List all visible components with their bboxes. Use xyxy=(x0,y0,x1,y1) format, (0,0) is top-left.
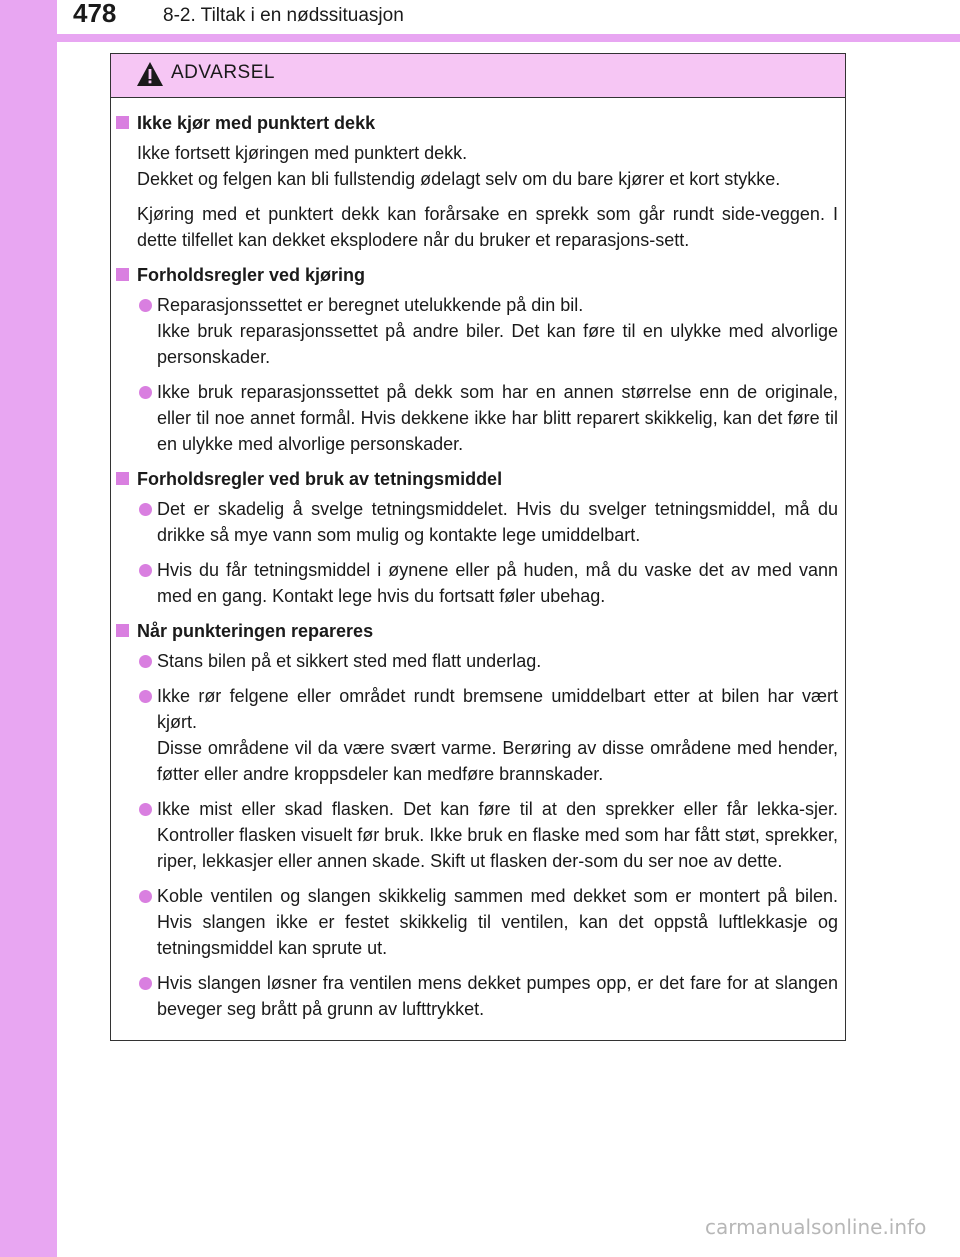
bullet-item xyxy=(111,648,847,674)
bullet-text: Reparasjonssettet er beregnet utelukkende på din bil. xyxy=(157,295,584,315)
bullet-text: Det er skadelig å svelge tetningsmiddelet. Hvis du svelger tetningsmiddel, må du drikke så mye vann som mulig og kontakte lege umiddelbart. xyxy=(157,499,838,545)
warning-box xyxy=(110,53,846,1041)
section-heading-text: Ikke kjør med punktert dekk xyxy=(137,113,376,133)
warning-section xyxy=(111,110,847,253)
square-bullet-icon xyxy=(116,472,129,485)
section-heading-text: Når punkteringen repareres xyxy=(137,621,374,641)
side-accent-strip xyxy=(0,0,57,1257)
bullet-text: Disse områdene vil da være svært varme. Berøring av disse områdene med hender, føtter eller andre kroppsdeler kan medføre brannskader. xyxy=(157,738,838,784)
square-bullet-icon xyxy=(116,268,129,281)
bullet-item xyxy=(111,557,847,609)
round-bullet-icon xyxy=(139,655,152,668)
warning-title: ADVARSEL xyxy=(171,62,275,83)
round-bullet-icon xyxy=(139,890,152,903)
section-heading xyxy=(111,466,847,492)
bullet-text: Ikke bruk reparasjonssettet på dekk som har en annen størrelse enn de originale, eller til noe annet formål. Hvis dekkene ikke har blitt reparert skikkelig, kan det føre til en ulykke med alvorlige personskader. xyxy=(157,382,838,454)
square-bullet-icon xyxy=(116,624,129,637)
bullet-item xyxy=(111,683,847,787)
warning-section xyxy=(111,618,847,1022)
warning-triangle-icon xyxy=(136,61,164,87)
bullet-text: Ikke mist eller skad flasken. Det kan føre til at den sprekker eller får lekka-sjer. Kontroller flasken visuelt før bruk. Ikke bruk en flaske med som har fått støt, sprekker, riper, lekkasjer eller annen skade. Skift ut flasken der-som du ser noe av dette. xyxy=(157,799,838,871)
bullet-item xyxy=(111,970,847,1022)
header-rule xyxy=(57,34,960,42)
page-number: 478 xyxy=(73,0,117,28)
round-bullet-icon xyxy=(139,386,152,399)
bullet-item xyxy=(111,379,847,457)
warning-section xyxy=(111,466,847,609)
round-bullet-icon xyxy=(139,690,152,703)
bullet-text: Stans bilen på et sikkert sted med flatt underlag. xyxy=(157,651,542,671)
warning-header xyxy=(111,54,845,98)
section-title: 8-2. Tiltak i en nødssituasjon xyxy=(163,5,404,26)
paragraph-text: Kjøring med et punktert dekk kan forårsake en sprekk som går rundt side-veggen. I dette tilfellet kan dekket eksplodere når du bruker et reparasjons-sett. xyxy=(137,204,838,250)
square-bullet-icon xyxy=(116,116,129,129)
round-bullet-icon xyxy=(139,977,152,990)
bullet-text: Ikke bruk reparasjonssettet på andre biler. Det kan føre til en ulykke med alvorlige personskader. xyxy=(157,321,838,367)
section-heading xyxy=(111,110,847,136)
round-bullet-icon xyxy=(139,564,152,577)
paragraph xyxy=(111,201,847,253)
section-heading-text: Forholdsregler ved kjøring xyxy=(137,265,366,285)
warning-content xyxy=(111,110,847,1031)
footer-watermark: carmanualsonline.info xyxy=(705,1215,927,1239)
bullet-item xyxy=(111,496,847,548)
section-heading xyxy=(111,262,847,288)
section-heading-text: Forholdsregler ved bruk av tetningsmiddel xyxy=(137,469,503,489)
bullet-text: Hvis du får tetningsmiddel i øynene eller på huden, må du vaske det av med vann med en gang. Kontakt lege hvis du fortsatt føler ubehag. xyxy=(157,560,838,606)
bullet-item xyxy=(111,292,847,370)
bullet-text: Ikke rør felgene eller området rundt bremsene umiddelbart etter at bilen har vært kjørt. xyxy=(157,686,838,732)
paragraph-text: Ikke fortsett kjøringen med punktert dekk. xyxy=(137,143,468,163)
round-bullet-icon xyxy=(139,299,152,312)
bullet-item xyxy=(111,796,847,874)
section-heading xyxy=(111,618,847,644)
warning-section xyxy=(111,262,847,457)
paragraph-text: Dekket og felgen kan bli fullstendig ødelagt selv om du bare kjører et kort stykke. xyxy=(137,169,781,189)
bullet-text: Hvis slangen løsner fra ventilen mens dekket pumpes opp, er det fare for at slangen beveger seg brått på grunn av lufttrykket. xyxy=(157,973,838,1019)
bullet-item xyxy=(111,883,847,961)
bullet-text: Koble ventilen og slangen skikkelig sammen med dekket som er montert på bilen. Hvis slangen ikke er festet skikkelig til ventilen, kan det oppstå luftlekkasje og tetningsmiddel kan sprute ut. xyxy=(157,886,838,958)
round-bullet-icon xyxy=(139,503,152,516)
round-bullet-icon xyxy=(139,803,152,816)
paragraph xyxy=(111,140,847,192)
